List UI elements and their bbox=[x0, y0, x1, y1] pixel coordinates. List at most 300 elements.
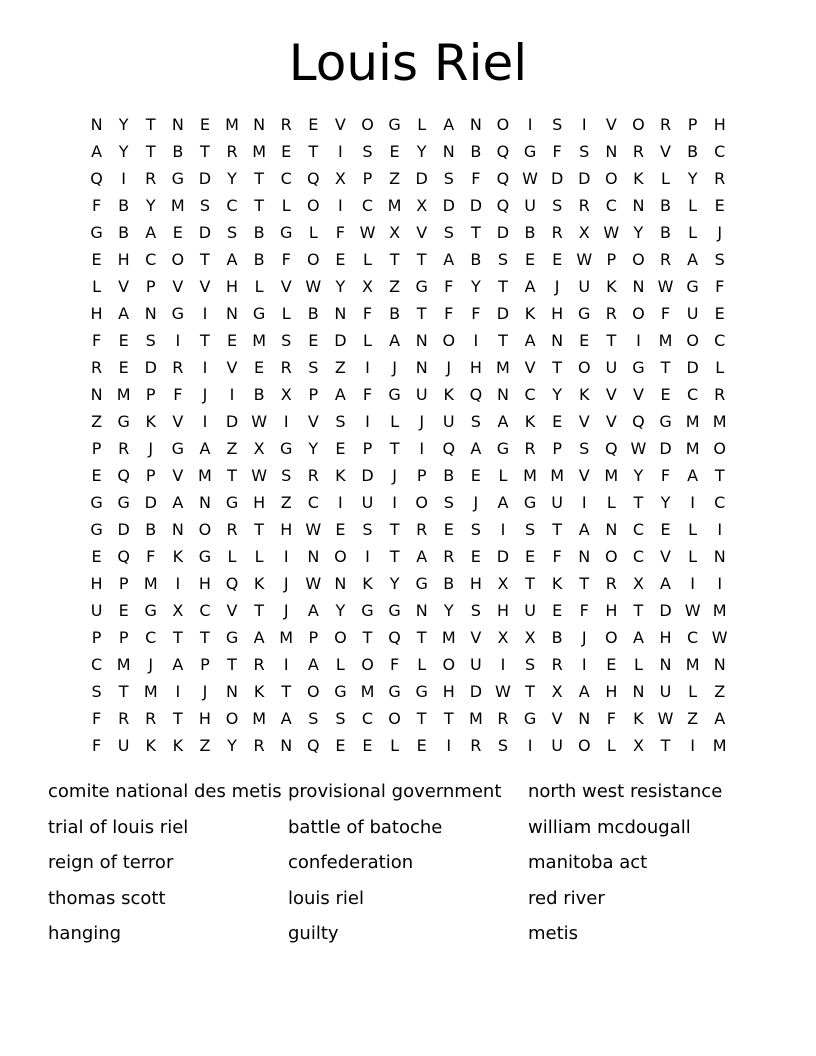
grid-letter: X bbox=[362, 277, 373, 296]
grid-letter: J bbox=[148, 439, 154, 458]
grid-letter: F bbox=[444, 277, 454, 296]
grid-letter: P bbox=[145, 385, 156, 404]
grid-letter: R bbox=[524, 439, 536, 458]
grid-letter: L bbox=[281, 304, 291, 323]
grid-letter: G bbox=[225, 493, 239, 512]
grid-letter: R bbox=[307, 466, 319, 485]
grid-letter: N bbox=[632, 682, 645, 701]
grid-letter: G bbox=[361, 601, 374, 620]
grid-letter: F bbox=[715, 277, 725, 296]
grid-letter: S bbox=[226, 223, 238, 242]
grid-letter: I bbox=[581, 655, 587, 674]
word-bank-item: louis riel bbox=[288, 887, 364, 909]
grid-letter: G bbox=[496, 439, 510, 458]
grid-letter: K bbox=[172, 547, 184, 566]
grid-letter: D bbox=[225, 412, 239, 431]
grid-letter: A bbox=[632, 628, 644, 647]
grid-letter: F bbox=[362, 304, 373, 323]
grid-letter: W bbox=[305, 277, 322, 296]
grid-letter: M bbox=[712, 601, 727, 620]
grid-letter: C bbox=[90, 655, 103, 674]
grid-letter: M bbox=[170, 196, 185, 215]
grid-letter: O bbox=[577, 358, 591, 377]
grid-letter: Y bbox=[227, 736, 237, 755]
grid-letter: G bbox=[171, 439, 185, 458]
grid-letter: H bbox=[442, 682, 455, 701]
grid-letter: C bbox=[280, 169, 292, 188]
grid-letter: C bbox=[605, 196, 617, 215]
grid-letter: E bbox=[308, 331, 319, 350]
grid-letter: G bbox=[388, 385, 401, 404]
grid-letter: S bbox=[308, 358, 319, 377]
grid-letter: Z bbox=[389, 169, 401, 188]
grid-letter: G bbox=[280, 439, 293, 458]
grid-letter: E bbox=[281, 142, 292, 161]
grid-letter: D bbox=[578, 169, 591, 188]
grid-letter: W bbox=[305, 574, 322, 593]
grid-letter: S bbox=[552, 115, 563, 134]
grid-letter: F bbox=[552, 142, 562, 161]
grid-letter: N bbox=[415, 331, 428, 350]
grid-letter: L bbox=[688, 196, 698, 215]
grid-letter: U bbox=[470, 655, 482, 674]
grid-letter: N bbox=[496, 385, 509, 404]
grid-letter: O bbox=[307, 250, 320, 269]
grid-letter: S bbox=[470, 412, 481, 431]
grid-letter: V bbox=[416, 223, 428, 242]
grid-letter: T bbox=[200, 142, 210, 161]
grid-letter: P bbox=[91, 439, 102, 458]
grid-letter: W bbox=[251, 466, 268, 485]
grid-letter: N bbox=[442, 142, 455, 161]
grid-letter: X bbox=[632, 574, 644, 593]
grid-letter: Y bbox=[335, 277, 346, 296]
grid-letter: E bbox=[470, 547, 481, 566]
grid-letter: F bbox=[173, 385, 183, 404]
grid-letter: S bbox=[497, 736, 509, 755]
grid-letter: A bbox=[91, 142, 103, 161]
grid-letter: X bbox=[172, 601, 184, 620]
grid-letter: W bbox=[657, 277, 674, 296]
grid-letter: T bbox=[172, 628, 183, 647]
grid-letter: G bbox=[415, 682, 428, 701]
grid-letter: B bbox=[470, 142, 482, 161]
grid-letter: L bbox=[688, 547, 698, 566]
grid-letter: H bbox=[469, 574, 482, 593]
grid-letter: Z bbox=[334, 358, 346, 377]
grid-letter: M bbox=[523, 466, 537, 485]
grid-letter: J bbox=[554, 277, 560, 296]
grid-row bbox=[83, 381, 735, 408]
grid-letter: I bbox=[500, 520, 506, 539]
grid-letter: N bbox=[334, 574, 347, 593]
word-bank-item: battle of batoche bbox=[288, 816, 443, 838]
grid-letter: E bbox=[714, 196, 725, 215]
grid-letter: Z bbox=[389, 277, 401, 296]
grid-letter: E bbox=[118, 331, 129, 350]
grid-letter: C bbox=[714, 493, 726, 512]
grid-letter: A bbox=[578, 520, 590, 539]
grid-letter: N bbox=[144, 304, 157, 323]
grid-letter: L bbox=[390, 736, 400, 755]
grid-letter: O bbox=[388, 709, 401, 728]
grid-letter: A bbox=[172, 655, 184, 674]
grid-letter: G bbox=[686, 277, 699, 296]
grid-letter: W bbox=[684, 601, 701, 620]
grid-letter: N bbox=[307, 547, 320, 566]
grid-letter: J bbox=[419, 412, 425, 431]
grid-letter: C bbox=[361, 709, 374, 728]
grid-letter: A bbox=[687, 250, 699, 269]
grid-letter: V bbox=[172, 277, 184, 296]
grid-letter: G bbox=[117, 412, 130, 431]
grid-letter: I bbox=[175, 574, 181, 593]
grid-letter: Q bbox=[469, 385, 483, 404]
grid-letter: N bbox=[415, 601, 428, 620]
grid-letter: A bbox=[172, 493, 184, 512]
grid-letter: N bbox=[469, 115, 482, 134]
grid-letter: J bbox=[446, 358, 452, 377]
grid-letter: D bbox=[361, 466, 374, 485]
grid-row bbox=[83, 705, 735, 732]
grid-letter: F bbox=[660, 304, 671, 323]
grid-letter: A bbox=[118, 304, 130, 323]
grid-letter: E bbox=[91, 466, 102, 485]
grid-letter: D bbox=[415, 169, 428, 188]
grid-letter: V bbox=[660, 142, 671, 161]
grid-letter: P bbox=[687, 115, 698, 134]
grid-letter: L bbox=[308, 223, 318, 242]
grid-letter: P bbox=[200, 655, 210, 674]
grid-letter: A bbox=[226, 250, 238, 269]
grid-letter: I bbox=[202, 358, 208, 377]
grid-letter: T bbox=[227, 655, 237, 674]
grid-letter: O bbox=[307, 196, 320, 215]
grid-row bbox=[83, 597, 735, 624]
grid-letter: J bbox=[392, 466, 397, 485]
grid-letter: E bbox=[443, 520, 454, 539]
grid-letter: A bbox=[714, 709, 726, 728]
grid-letter: R bbox=[253, 736, 265, 755]
grid-letter: K bbox=[253, 682, 265, 701]
grid-letter: R bbox=[253, 655, 265, 674]
grid-letter: L bbox=[390, 412, 400, 431]
grid-letter: C bbox=[687, 385, 699, 404]
grid-letter: T bbox=[660, 736, 671, 755]
grid-letter: G bbox=[90, 223, 103, 242]
grid-letter: G bbox=[144, 601, 157, 620]
grid-letter: Z bbox=[226, 439, 238, 458]
grid-letter: K bbox=[606, 277, 617, 296]
word-bank-item: trial of louis riel bbox=[48, 816, 189, 838]
grid-letter: M bbox=[279, 628, 294, 647]
grid-letter: F bbox=[660, 466, 671, 485]
grid-letter: U bbox=[551, 493, 563, 512]
grid-letter: I bbox=[338, 142, 343, 161]
grid-letter: P bbox=[362, 169, 373, 188]
grid-letter: I bbox=[365, 412, 370, 431]
grid-letter: I bbox=[365, 547, 370, 566]
grid-letter: H bbox=[90, 574, 103, 593]
grid-letter: E bbox=[524, 250, 536, 269]
grid-letter: E bbox=[579, 331, 590, 350]
grid-letter: K bbox=[145, 412, 156, 431]
grid-letter: T bbox=[470, 223, 481, 242]
grid-letter: T bbox=[308, 142, 319, 161]
grid-letter: L bbox=[254, 547, 264, 566]
grid-letter: Q bbox=[496, 196, 510, 215]
grid-letter: M bbox=[360, 682, 375, 701]
grid-letter: U bbox=[442, 412, 455, 431]
grid-letter: X bbox=[497, 628, 509, 647]
grid-letter: C bbox=[361, 196, 374, 215]
grid-letter: O bbox=[198, 520, 212, 539]
grid-letter: J bbox=[202, 682, 208, 701]
grid-letter: I bbox=[175, 331, 181, 350]
grid-letter: B bbox=[172, 142, 184, 161]
grid-letter: T bbox=[552, 358, 563, 377]
grid-letter: I bbox=[202, 304, 208, 323]
grid-letter: T bbox=[389, 547, 400, 566]
grid-letter: W bbox=[657, 709, 674, 728]
grid-letter: Q bbox=[496, 169, 510, 188]
grid-letter: O bbox=[415, 493, 428, 512]
grid-letter: S bbox=[362, 520, 373, 539]
grid-letter: T bbox=[498, 331, 508, 350]
grid-letter: V bbox=[307, 412, 319, 431]
grid-letter: E bbox=[118, 358, 129, 377]
grid-letter: C bbox=[226, 196, 238, 215]
grid-letter: R bbox=[605, 574, 617, 593]
grid-letter: X bbox=[389, 223, 401, 242]
grid-letter: Y bbox=[416, 142, 427, 161]
grid-letter: V bbox=[280, 277, 292, 296]
grid-letter: O bbox=[361, 655, 374, 674]
grid-letter: M bbox=[387, 196, 402, 215]
page-title: Louis Riel bbox=[288, 34, 528, 92]
grid-letter: B bbox=[253, 385, 265, 404]
grid-row bbox=[83, 435, 735, 462]
grid-letter: B bbox=[524, 223, 536, 242]
grid-letter: O bbox=[442, 331, 456, 350]
grid-letter: T bbox=[200, 331, 210, 350]
word-bank-item: hanging bbox=[48, 923, 122, 945]
grid-letter: E bbox=[660, 520, 671, 539]
grid-letter: G bbox=[415, 574, 428, 593]
grid-letter: T bbox=[416, 304, 427, 323]
grid-letter: A bbox=[497, 493, 509, 512]
grid-letter: T bbox=[660, 358, 671, 377]
grid-letter: N bbox=[578, 547, 591, 566]
grid-letter: H bbox=[198, 574, 211, 593]
grid-letter: G bbox=[334, 682, 347, 701]
grid-letter: S bbox=[443, 169, 454, 188]
grid-letter: K bbox=[253, 574, 265, 593]
grid-letter: D bbox=[686, 358, 699, 377]
grid-letter: K bbox=[335, 466, 346, 485]
grid-letter: V bbox=[605, 115, 617, 134]
grid-letter: L bbox=[688, 520, 698, 539]
grid-letter: M bbox=[143, 574, 158, 593]
grid-letter: Y bbox=[552, 385, 563, 404]
grid-letter: L bbox=[254, 277, 264, 296]
grid-letter: Q bbox=[307, 169, 320, 188]
grid-letter: V bbox=[172, 412, 184, 431]
grid-letter: G bbox=[171, 304, 185, 323]
grid-letter: P bbox=[308, 385, 319, 404]
grid-letter: W bbox=[711, 628, 728, 647]
grid-letter: S bbox=[443, 493, 454, 512]
grid-letter: L bbox=[688, 223, 698, 242]
grid-letter: K bbox=[633, 169, 644, 188]
grid-letter: L bbox=[417, 115, 427, 134]
grid-row bbox=[83, 327, 735, 354]
grid-letter: B bbox=[389, 304, 401, 323]
grid-letter: O bbox=[605, 169, 618, 188]
grid-row bbox=[83, 489, 735, 516]
grid-row bbox=[83, 165, 735, 192]
grid-letter: L bbox=[661, 169, 670, 188]
grid-letter: L bbox=[498, 466, 508, 485]
grid-letter: T bbox=[498, 277, 508, 296]
grid-letter: W bbox=[603, 223, 620, 242]
grid-letter: V bbox=[199, 277, 211, 296]
grid-letter: L bbox=[227, 547, 237, 566]
grid-letter: P bbox=[118, 574, 129, 593]
grid-letter: G bbox=[659, 412, 672, 431]
grid-letter: J bbox=[392, 358, 397, 377]
grid-letter: J bbox=[581, 628, 587, 647]
grid-letter: M bbox=[468, 709, 483, 728]
grid-letter: P bbox=[362, 439, 373, 458]
grid-letter: S bbox=[443, 223, 454, 242]
grid-letter: W bbox=[251, 412, 268, 431]
grid-letter: Q bbox=[117, 547, 130, 566]
grid-letter: P bbox=[145, 466, 156, 485]
grid-letter: E bbox=[660, 385, 671, 404]
grid-letter: I bbox=[690, 736, 695, 755]
grid-letter: T bbox=[525, 682, 535, 701]
grid-letter: O bbox=[605, 547, 618, 566]
grid-row bbox=[83, 354, 735, 381]
grid-row bbox=[83, 732, 735, 759]
grid-letter: W bbox=[522, 169, 538, 188]
grid-letter: H bbox=[117, 250, 130, 269]
grid-letter: S bbox=[335, 412, 346, 431]
grid-letter: W bbox=[576, 250, 593, 269]
grid-letter: L bbox=[363, 331, 372, 350]
grid-letter: A bbox=[416, 547, 428, 566]
grid-letter: H bbox=[605, 601, 618, 620]
grid-letter: O bbox=[361, 115, 374, 134]
grid-letter: M bbox=[685, 439, 700, 458]
grid-letter: W bbox=[305, 520, 322, 539]
grid-letter: T bbox=[145, 142, 156, 161]
grid-letter: T bbox=[389, 520, 400, 539]
grid-letter: N bbox=[605, 142, 618, 161]
grid-letter: R bbox=[605, 304, 617, 323]
grid-letter: M bbox=[116, 385, 131, 404]
grid-letter: Z bbox=[280, 493, 292, 512]
word-bank-item: north west resistance bbox=[528, 781, 723, 802]
grid-letter: E bbox=[552, 601, 563, 620]
grid-letter: T bbox=[389, 250, 400, 269]
grid-letter: Q bbox=[307, 736, 320, 755]
grid-letter: T bbox=[525, 574, 535, 593]
grid-letter: T bbox=[200, 250, 210, 269]
grid-letter: T bbox=[254, 601, 264, 620]
grid-letter: F bbox=[579, 601, 589, 620]
grid-letter: K bbox=[524, 304, 536, 323]
grid-letter: R bbox=[551, 655, 563, 674]
word-bank-item: red river bbox=[528, 887, 605, 909]
grid-letter: E bbox=[254, 358, 265, 377]
grid-letter: G bbox=[523, 709, 537, 728]
grid-letter: A bbox=[524, 331, 536, 350]
grid-letter: C bbox=[714, 142, 726, 161]
grid-letter: R bbox=[714, 169, 726, 188]
grid-letter: E bbox=[362, 736, 373, 755]
grid-letter: S bbox=[470, 601, 481, 620]
grid-letter: N bbox=[578, 709, 591, 728]
grid-letter: B bbox=[687, 142, 699, 161]
grid-letter: E bbox=[335, 250, 346, 269]
grid-row bbox=[83, 111, 735, 138]
grid-letter: T bbox=[281, 682, 292, 701]
grid-letter: M bbox=[496, 358, 510, 377]
grid-letter: G bbox=[225, 628, 239, 647]
grid-letter: V bbox=[551, 709, 563, 728]
word-bank-item: metis bbox=[528, 923, 579, 945]
grid-letter: T bbox=[416, 250, 427, 269]
grid-letter: V bbox=[578, 466, 590, 485]
grid-letter: Y bbox=[118, 142, 129, 161]
grid-letter: N bbox=[632, 196, 645, 215]
grid-letter: S bbox=[524, 520, 536, 539]
grid-letter: V bbox=[632, 385, 644, 404]
grid-letter: B bbox=[253, 250, 265, 269]
grid-letter: O bbox=[686, 331, 699, 350]
grid-letter: B bbox=[660, 196, 671, 215]
grid-letter: E bbox=[91, 547, 102, 566]
grid-letter: E bbox=[552, 412, 563, 431]
word-bank-item: thomas scott bbox=[48, 887, 166, 909]
grid-letter: C bbox=[687, 628, 699, 647]
grid-letter: E bbox=[606, 655, 617, 674]
grid-letter: V bbox=[660, 547, 671, 566]
grid-letter: L bbox=[688, 682, 698, 701]
grid-letter: Y bbox=[443, 601, 454, 620]
grid-letter: M bbox=[550, 466, 565, 485]
grid-letter: I bbox=[717, 520, 723, 539]
grid-letter: V bbox=[334, 115, 346, 134]
grid-letter: P bbox=[416, 466, 427, 485]
grid-letter: R bbox=[172, 358, 184, 377]
grid-letter: U bbox=[90, 601, 103, 620]
grid-letter: T bbox=[633, 493, 644, 512]
grid-letter: J bbox=[283, 574, 289, 593]
grid-letter: G bbox=[171, 169, 185, 188]
grid-letter: P bbox=[606, 250, 617, 269]
grid-letter: Q bbox=[225, 574, 239, 593]
grid-letter: T bbox=[254, 196, 264, 215]
grid-letter: J bbox=[283, 601, 289, 620]
grid-letter: L bbox=[715, 358, 725, 377]
grid-letter: H bbox=[226, 277, 239, 296]
grid-letter: X bbox=[497, 574, 509, 593]
grid-letter: S bbox=[579, 142, 590, 161]
grid-letter: M bbox=[712, 412, 727, 431]
